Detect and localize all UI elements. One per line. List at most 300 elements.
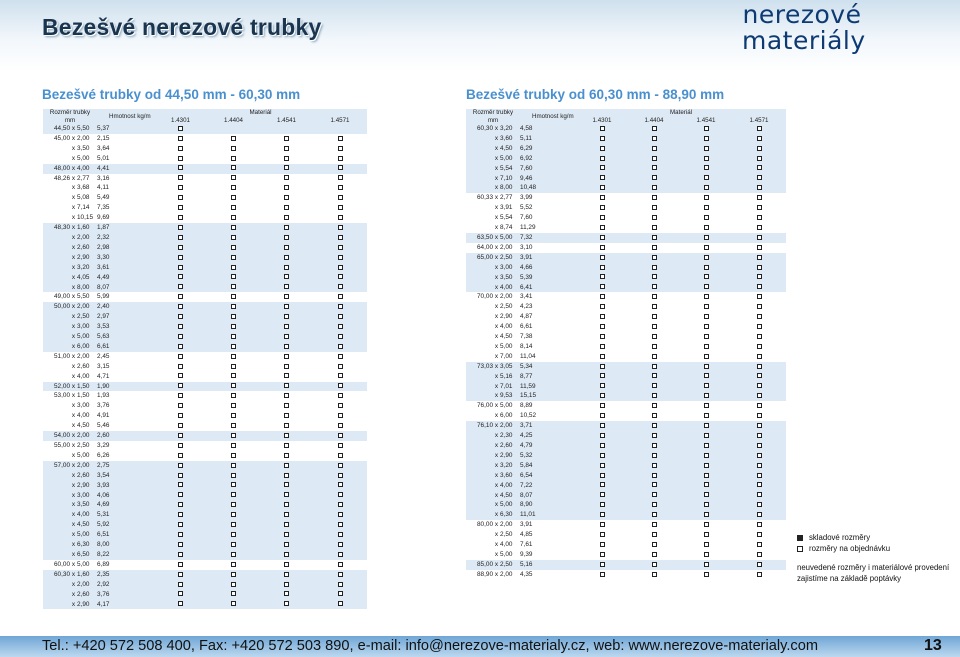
checkbox-square-icon [338, 136, 343, 141]
legend-stock [797, 532, 890, 543]
checkbox-square-icon [704, 294, 709, 299]
checkbox-square-icon [652, 433, 657, 438]
material-availability [313, 441, 367, 451]
material-availability [154, 273, 207, 283]
material-availability [576, 273, 628, 283]
material-availability [260, 382, 313, 392]
dimension-separator: x [494, 362, 499, 370]
outer-diameter [43, 372, 70, 382]
material-availability [628, 421, 680, 431]
checkbox-square-icon [178, 562, 183, 567]
dimension-separator: x [71, 382, 76, 390]
checkbox-square-icon [284, 482, 289, 487]
material-availability [154, 590, 207, 600]
outer-diameter: 57,00 [43, 461, 70, 471]
material-availability [680, 183, 732, 193]
checkbox-square-icon [704, 522, 709, 527]
material-availability [260, 401, 313, 411]
checkbox-square-icon [652, 502, 657, 507]
table-row [43, 243, 367, 253]
wall-thickness: 1,50 [77, 382, 97, 392]
checkbox-square-icon [178, 165, 183, 170]
material-availability [576, 253, 628, 263]
checkbox-square-icon [231, 443, 236, 448]
mass-per-meter: 7,60 [520, 213, 576, 223]
checkbox-square-icon [231, 245, 236, 250]
wall-thickness: 6,50 [77, 550, 97, 560]
mass-per-meter: 11,04 [520, 352, 576, 362]
checkbox-square-icon [338, 532, 343, 537]
table-row [466, 421, 786, 431]
outer-diameter [43, 540, 70, 550]
dimension-separator: x [71, 402, 76, 410]
outer-diameter: 60,30 [43, 570, 70, 580]
table-row [43, 401, 367, 411]
wall-thickness: 4,00 [500, 283, 520, 293]
material-availability [313, 263, 367, 273]
table-row [466, 203, 786, 213]
checkbox-square-icon [652, 383, 657, 388]
checkbox-square-icon [600, 265, 605, 270]
dimension-separator: x [71, 451, 76, 459]
material-availability [628, 263, 680, 273]
checkbox-square-icon [284, 393, 289, 398]
material-availability [154, 520, 207, 530]
material-availability [260, 342, 313, 352]
table-row [43, 362, 367, 372]
material-availability [628, 302, 680, 312]
material-availability [260, 391, 313, 401]
material-availability [313, 491, 367, 501]
mass-per-meter: 5,46 [97, 421, 154, 431]
mass-per-meter: 9,69 [97, 213, 154, 223]
material-availability [576, 461, 628, 471]
outer-diameter: 60,00 [43, 560, 70, 570]
header-mass-unit: kg/m [560, 113, 574, 120]
checkbox-square-icon [338, 274, 343, 279]
material-availability [313, 431, 367, 441]
outer-diameter [43, 312, 70, 322]
checkbox-square-icon [231, 601, 236, 606]
outer-diameter: 54,00 [43, 431, 70, 441]
dimension-separator: x [71, 521, 76, 529]
checkbox-square-icon [178, 532, 183, 537]
material-availability [154, 352, 207, 362]
material-availability [732, 134, 786, 144]
material-availability [313, 233, 367, 243]
material-availability [313, 520, 367, 530]
material-availability [260, 203, 313, 213]
wall-thickness: 3,91 [500, 203, 520, 213]
outer-diameter [43, 183, 70, 193]
material-availability [260, 253, 313, 263]
material-availability [260, 263, 313, 273]
checkbox-square-icon [704, 492, 709, 497]
checkbox-square-icon [652, 443, 657, 448]
table-row [43, 580, 367, 590]
checkbox-square-icon [178, 175, 183, 180]
dimension-separator: x [71, 372, 76, 380]
material-availability [154, 461, 207, 471]
material-availability [207, 322, 260, 332]
material-availability [260, 580, 313, 590]
wall-thickness: 2,90 [77, 481, 97, 491]
checkbox-square-icon [231, 294, 236, 299]
table-row [43, 263, 367, 273]
checkbox-square-icon [757, 473, 762, 478]
material-availability [732, 342, 786, 352]
material-availability [154, 560, 207, 570]
checkbox-square-icon [757, 304, 762, 309]
dimension-separator: x [71, 392, 76, 400]
outer-diameter [466, 342, 493, 352]
checkbox-square-icon [757, 562, 762, 567]
material-availability [576, 411, 628, 421]
material-availability [680, 164, 732, 174]
checkbox-square-icon [338, 413, 343, 418]
legend-note [797, 563, 957, 584]
checkbox-square-icon [284, 245, 289, 250]
material-availability [680, 570, 732, 580]
checkbox-square-icon [652, 245, 657, 250]
material-availability [680, 243, 732, 253]
section-title-right: Bezešvé trubky od 60,30 mm - 88,90 mm [466, 87, 725, 102]
checkbox-square-icon [757, 165, 762, 170]
mass-per-meter: 2,35 [97, 570, 154, 580]
checkbox-square-icon [284, 542, 289, 547]
material-availability [154, 451, 207, 461]
dimension-separator: x [494, 233, 499, 241]
dimension-separator: x [71, 283, 76, 291]
material-availability [154, 134, 207, 144]
wall-thickness: 3,00 [500, 263, 520, 273]
checkbox-square-icon [600, 364, 605, 369]
mass-per-meter: 1,87 [97, 223, 154, 233]
dimension-separator: x [71, 184, 76, 192]
table-row [43, 352, 367, 362]
material-availability [260, 491, 313, 501]
dimension-separator: x [494, 422, 499, 430]
material-availability [154, 124, 207, 134]
material-availability [260, 213, 313, 223]
material-availability [207, 500, 260, 510]
dimension-separator: x [71, 580, 76, 588]
checkbox-square-icon [231, 274, 236, 279]
material-availability [680, 253, 732, 263]
checkbox-square-icon [284, 294, 289, 299]
checkbox-square-icon [704, 165, 709, 170]
checkbox-square-icon [231, 215, 236, 220]
checkbox-square-icon [338, 423, 343, 428]
checkbox-square-icon [757, 492, 762, 497]
checkbox-square-icon [178, 255, 183, 260]
outer-diameter [466, 461, 493, 471]
material-availability [207, 164, 260, 174]
checkbox-square-icon [284, 284, 289, 289]
material-availability [628, 560, 680, 570]
table-row [43, 451, 367, 461]
dimension-separator: x [494, 204, 499, 212]
checkbox-square-icon [600, 146, 605, 151]
checkbox-square-icon [178, 225, 183, 230]
mass-per-meter: 4,49 [97, 273, 154, 283]
empty-square-icon [797, 546, 803, 552]
mass-per-meter: 6,51 [97, 530, 154, 540]
material-availability [680, 362, 732, 372]
dimension-separator: x [71, 531, 76, 539]
checkbox-square-icon [231, 522, 236, 527]
mass-per-meter: 10,48 [520, 183, 576, 193]
outer-diameter: 60,30 [466, 124, 493, 134]
material-availability [680, 461, 732, 471]
material-availability [207, 213, 260, 223]
material-availability [576, 520, 628, 530]
table-row [43, 203, 367, 213]
checkbox-square-icon [338, 473, 343, 478]
checkbox-square-icon [600, 255, 605, 260]
dimension-separator: x [71, 600, 76, 608]
table-row [466, 560, 786, 570]
mass-per-meter: 7,35 [97, 203, 154, 213]
outer-diameter [43, 273, 70, 283]
checkbox-square-icon [757, 235, 762, 240]
material-availability [313, 342, 367, 352]
checkbox-square-icon [704, 205, 709, 210]
checkbox-square-icon [338, 572, 343, 577]
material-availability [207, 372, 260, 382]
material-availability [313, 411, 367, 421]
checkbox-square-icon [600, 433, 605, 438]
mass-per-meter: 4,35 [520, 570, 576, 580]
checkbox-square-icon [284, 364, 289, 369]
dimension-separator: x [71, 194, 76, 202]
table-row [466, 530, 786, 540]
material-availability [313, 243, 367, 253]
outer-diameter [466, 540, 493, 550]
outer-diameter [466, 372, 493, 382]
checkbox-square-icon [704, 562, 709, 567]
table-row [43, 283, 367, 293]
material-availability [576, 382, 628, 392]
material-availability [576, 391, 628, 401]
checkbox-square-icon [178, 274, 183, 279]
outer-diameter [466, 352, 493, 362]
material-availability [732, 243, 786, 253]
checkbox-square-icon [284, 383, 289, 388]
material-availability [154, 600, 207, 610]
material-availability [313, 223, 367, 233]
dimension-separator: x [494, 224, 499, 232]
outer-diameter: 65,00 [466, 253, 493, 263]
checkbox-square-icon [284, 205, 289, 210]
checkbox-square-icon [704, 572, 709, 577]
checkbox-square-icon [178, 185, 183, 190]
material-availability [154, 174, 207, 184]
wall-thickness: 4,50 [77, 520, 97, 530]
table-row [466, 253, 786, 263]
checkbox-square-icon [178, 205, 183, 210]
checkbox-square-icon [652, 195, 657, 200]
checkbox-square-icon [338, 433, 343, 438]
material-availability [732, 382, 786, 392]
checkbox-square-icon [652, 175, 657, 180]
dimension-separator: x [71, 174, 76, 182]
outer-diameter: 76,00 [466, 401, 493, 411]
outer-diameter: 51,00 [43, 352, 70, 362]
dimension-separator: x [71, 233, 76, 241]
material-availability [260, 283, 313, 293]
material-availability [576, 451, 628, 461]
checkbox-square-icon [231, 473, 236, 478]
wall-thickness: 3,00 [77, 401, 97, 411]
material-availability [260, 441, 313, 451]
checkbox-square-icon [600, 156, 605, 161]
checkbox-square-icon [704, 215, 709, 220]
wall-thickness: 4,00 [77, 411, 97, 421]
header-material: Materiál [154, 109, 367, 117]
material-availability [260, 124, 313, 134]
wall-thickness: 2,00 [500, 421, 520, 431]
checkbox-square-icon [231, 413, 236, 418]
checkbox-square-icon [757, 502, 762, 507]
material-availability [680, 500, 732, 510]
material-availability [576, 570, 628, 580]
mass-per-meter: 3,61 [97, 263, 154, 273]
checkbox-square-icon [757, 433, 762, 438]
outer-diameter [43, 600, 70, 610]
table-row [466, 382, 786, 392]
material-availability [154, 382, 207, 392]
checkbox-square-icon [757, 255, 762, 260]
material-availability [313, 540, 367, 550]
dimension-separator: x [494, 144, 499, 152]
dimension-separator: x [71, 412, 76, 420]
mass-per-meter: 3,16 [97, 174, 154, 184]
material-availability [154, 193, 207, 203]
table-row [43, 223, 367, 233]
dimension-separator: x [71, 293, 76, 301]
checkbox-square-icon [338, 463, 343, 468]
material-availability [680, 342, 732, 352]
table-row [466, 312, 786, 322]
material-availability [628, 451, 680, 461]
outer-diameter [43, 481, 70, 491]
checkbox-square-icon [284, 354, 289, 359]
outer-diameter [466, 411, 493, 421]
checkbox-square-icon [178, 591, 183, 596]
outer-diameter [43, 590, 70, 600]
outer-diameter: 48,00 [43, 164, 70, 174]
material-availability [732, 491, 786, 501]
mass-per-meter: 2,15 [97, 134, 154, 144]
table-row [466, 134, 786, 144]
header-grade-1: 1.4301 [576, 117, 628, 125]
mass-per-meter: 4,23 [520, 302, 576, 312]
material-availability [576, 401, 628, 411]
material-availability [732, 441, 786, 451]
outer-diameter [466, 174, 493, 184]
material-availability [628, 352, 680, 362]
material-availability [313, 481, 367, 491]
dimension-separator: x [71, 154, 76, 162]
wall-thickness: 2,90 [500, 312, 520, 322]
checkbox-square-icon [652, 215, 657, 220]
material-availability [628, 322, 680, 332]
checkbox-square-icon [704, 383, 709, 388]
material-availability [260, 362, 313, 372]
material-availability [207, 273, 260, 283]
dimension-separator: x [71, 313, 76, 321]
tube-table-right [466, 109, 786, 580]
checkbox-square-icon [652, 512, 657, 517]
material-availability [313, 391, 367, 401]
dimension-separator: x [71, 333, 76, 341]
material-availability [576, 223, 628, 233]
material-availability [313, 193, 367, 203]
material-availability [576, 332, 628, 342]
material-availability [207, 203, 260, 213]
outer-diameter [43, 322, 70, 332]
dimension-separator: x [71, 491, 76, 499]
outer-diameter: 80,00 [466, 520, 493, 530]
checkbox-square-icon [338, 324, 343, 329]
table-row [43, 411, 367, 421]
checkbox-square-icon [231, 482, 236, 487]
table-row [466, 154, 786, 164]
material-availability [680, 273, 732, 283]
header-mass [97, 109, 154, 124]
dimension-separator: x [494, 214, 499, 222]
material-availability [680, 520, 732, 530]
dimension-separator: x [71, 590, 76, 598]
material-availability [154, 283, 207, 293]
outer-diameter [43, 263, 70, 273]
material-availability [628, 134, 680, 144]
material-availability [260, 520, 313, 530]
checkbox-square-icon [600, 344, 605, 349]
material-availability [680, 322, 732, 332]
checkbox-square-icon [600, 423, 605, 428]
checkbox-square-icon [338, 373, 343, 378]
material-availability [576, 510, 628, 520]
dimension-separator: x [494, 303, 499, 311]
material-availability [207, 144, 260, 154]
checkbox-square-icon [704, 245, 709, 250]
checkbox-square-icon [704, 126, 709, 131]
material-availability [313, 461, 367, 471]
material-availability [260, 332, 313, 342]
material-availability [732, 540, 786, 550]
mass-per-meter: 15,15 [520, 391, 576, 401]
checkbox-square-icon [704, 334, 709, 339]
checkbox-square-icon [338, 304, 343, 309]
mass-per-meter: 8,14 [520, 342, 576, 352]
checkbox-square-icon [704, 344, 709, 349]
checkbox-square-icon [757, 413, 762, 418]
table-row [466, 391, 786, 401]
checkbox-square-icon [600, 225, 605, 230]
material-availability [628, 223, 680, 233]
wall-thickness: 4,50 [500, 144, 520, 154]
wall-thickness: 6,00 [500, 411, 520, 421]
checkbox-square-icon [231, 492, 236, 497]
material-availability [313, 213, 367, 223]
checkbox-square-icon [652, 552, 657, 557]
checkbox-square-icon [231, 591, 236, 596]
table-row [43, 421, 367, 431]
checkbox-square-icon [757, 443, 762, 448]
mass-per-meter: 5,92 [97, 520, 154, 530]
